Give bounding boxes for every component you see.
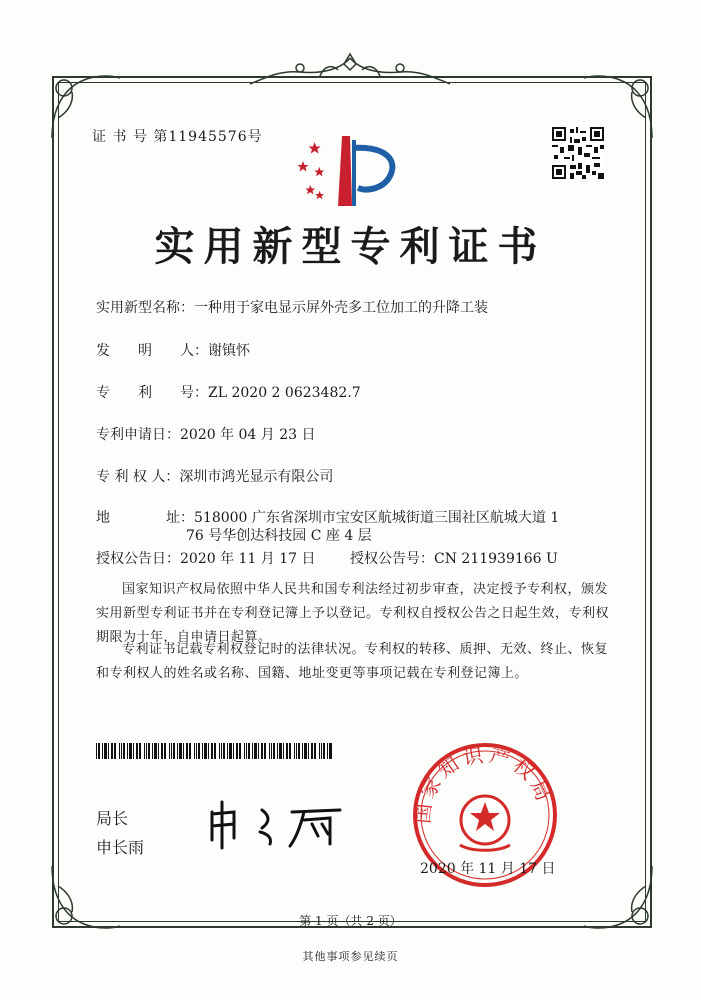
field-patent-number — [96, 383, 361, 403]
seal-date: 2020 年 11 月 17 日 — [420, 861, 556, 877]
cnipa-logo-icon — [286, 130, 416, 210]
field-value: 谢镇怀 — [208, 343, 250, 359]
director-title: 局长 — [96, 809, 129, 828]
field-value: 深圳市鸿光显示有限公司 — [179, 469, 334, 485]
field-inventor — [96, 341, 250, 361]
field-value: 2020 年 04 月 23 日 — [180, 427, 316, 443]
seal-text: 国家知识产权局 — [410, 742, 558, 825]
field-label: 地 址： — [96, 510, 194, 526]
field-value: 518000 广东省深圳市宝安区航城街道三围社区航城大道 1 — [194, 510, 560, 526]
certificate-number-label: 证 书 号 第 — [92, 129, 169, 145]
field-grant-date — [96, 549, 316, 569]
qr-code-icon — [552, 127, 604, 179]
statement-paragraph-2: 专利证书记载专利权登记时的法律状况。专利权的转移、质押、无效、终止、恢复和专利权人的姓名或名称、国籍、地址变更等事项记载在专利登记簿上。 — [96, 642, 609, 681]
field-label: 实用新型名称： — [96, 300, 194, 316]
page-number: 第 1 页（共 2 页） — [299, 914, 402, 928]
barcode-icon — [96, 743, 334, 759]
field-label: 专 利 权 人： — [96, 469, 180, 485]
field-label: 发 明 人： — [96, 343, 208, 359]
footer-note: 其他事项参见续页 — [302, 950, 399, 963]
field-label: 专利申请日： — [96, 427, 180, 443]
certificate-number-value: 11945576 — [168, 129, 248, 145]
top-ornament-icon — [240, 50, 460, 90]
field-grant-number — [350, 549, 558, 569]
certificate-title: 实用新型专利证书 — [154, 223, 547, 270]
field-label: 专 利 号： — [96, 385, 208, 401]
field-value: CN 211939166 U — [434, 551, 558, 567]
field-utility-model-name — [96, 298, 488, 318]
certificate-number — [92, 126, 263, 146]
certificate-number-suffix: 号 — [247, 129, 263, 145]
director-signature-icon — [200, 792, 360, 852]
field-value: 一种用于家电显示屏外壳多工位加工的升降工装 — [194, 300, 488, 316]
field-patentee — [96, 467, 333, 487]
field-value: 2020 年 11 月 17 日 — [180, 551, 316, 567]
field-address-line2: 76 号华创达科技园 C 座 4 层 — [186, 528, 372, 544]
field-value: ZL 2020 2 0623482.7 — [208, 385, 361, 401]
field-filing-date — [96, 425, 316, 445]
field-address — [96, 508, 559, 528]
director-name: 申长雨 — [96, 838, 145, 857]
field-label: 授权公告号： — [350, 551, 434, 567]
field-label: 授权公告日： — [96, 551, 180, 567]
statement-paragraph-1: 国家知识产权局依照中华人民共和国专利法经过初步审查，决定授予专利权，颁发实用新型专利证书并在专利登记簿上予以登记。专利权自授权公告之日起生效，专利权期限为十年，自申请日起算。 — [96, 582, 610, 645]
